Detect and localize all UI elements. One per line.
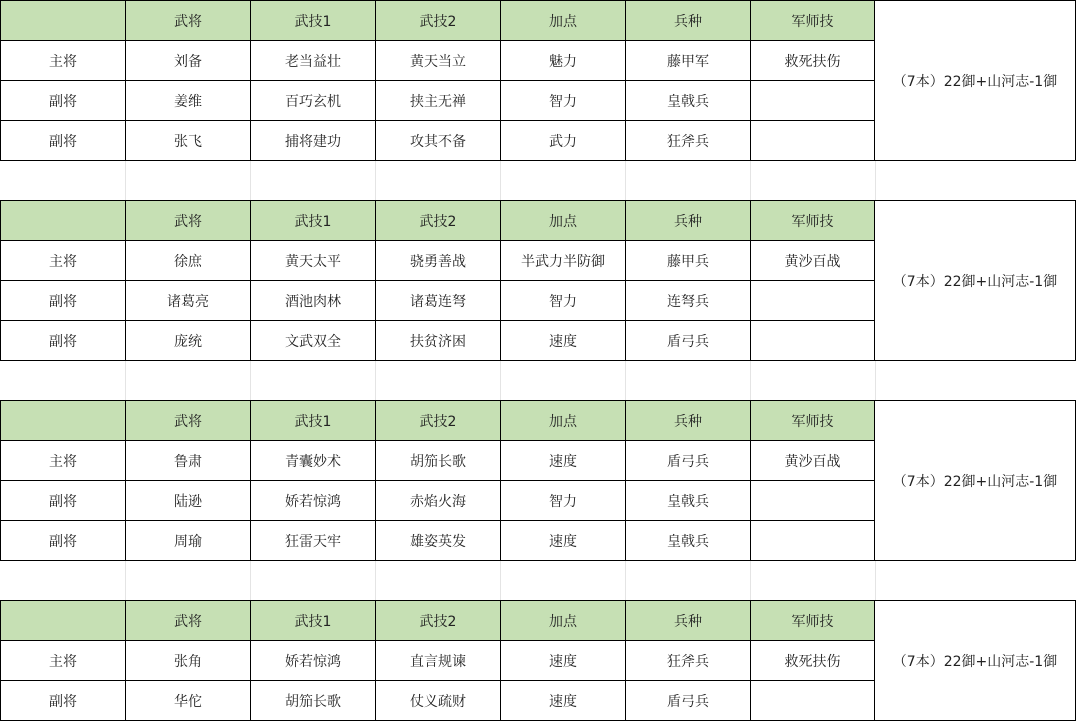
table-cell[interactable]: 藤甲军 bbox=[625, 40, 750, 81]
gridline bbox=[875, 361, 876, 400]
gridline bbox=[250, 361, 251, 400]
table-cell[interactable]: 百巧玄机 bbox=[250, 80, 375, 121]
gridline bbox=[625, 361, 626, 400]
table-cell[interactable]: 速度 bbox=[500, 320, 625, 361]
table-cell[interactable]: 速度 bbox=[500, 680, 625, 721]
table-cell[interactable]: 皇戟兵 bbox=[625, 520, 750, 561]
table-cell[interactable]: 皇戟兵 bbox=[625, 480, 750, 521]
general-cell[interactable]: 张角 bbox=[125, 640, 250, 681]
table-cell[interactable]: 皇戟兵 bbox=[625, 80, 750, 121]
header-cell[interactable]: 兵种 bbox=[625, 200, 750, 241]
table-cell[interactable] bbox=[750, 680, 875, 721]
table-cell[interactable]: 救死扶伤 bbox=[750, 640, 875, 681]
gridline bbox=[375, 561, 376, 600]
gridline bbox=[375, 361, 376, 400]
table-cell[interactable]: 文武双全 bbox=[250, 320, 375, 361]
general-cell[interactable]: 刘备 bbox=[125, 40, 250, 81]
table-cell[interactable]: 胡笳长歌 bbox=[375, 440, 500, 481]
header-cell[interactable]: 武将 bbox=[125, 400, 250, 441]
table-cell[interactable]: 狂斧兵 bbox=[625, 120, 750, 161]
role-cell[interactable]: 副将 bbox=[0, 280, 125, 321]
gridline bbox=[125, 561, 126, 600]
header-cell[interactable]: 兵种 bbox=[625, 400, 750, 441]
table-cell[interactable]: 黄天当立 bbox=[375, 40, 500, 81]
header-cell[interactable]: 加点 bbox=[500, 400, 625, 441]
table-cell[interactable]: 狂斧兵 bbox=[625, 640, 750, 681]
table-cell[interactable]: 速度 bbox=[500, 520, 625, 561]
table-cell[interactable]: 雄姿英发 bbox=[375, 520, 500, 561]
header-blank-cell[interactable] bbox=[0, 600, 125, 641]
table-cell[interactable]: 黄沙百战 bbox=[750, 440, 875, 481]
header-cell[interactable]: 武技1 bbox=[250, 0, 375, 41]
table-cell[interactable]: 智力 bbox=[500, 280, 625, 321]
table-cell[interactable]: 诸葛连弩 bbox=[375, 280, 500, 321]
table-cell[interactable]: 直言规谏 bbox=[375, 640, 500, 681]
role-cell[interactable]: 副将 bbox=[0, 480, 125, 521]
table-cell[interactable]: 酒池肉林 bbox=[250, 280, 375, 321]
header-cell[interactable]: 加点 bbox=[500, 0, 625, 41]
header-cell[interactable]: 武技2 bbox=[375, 400, 500, 441]
table-cell[interactable]: 武力 bbox=[500, 120, 625, 161]
role-cell[interactable]: 主将 bbox=[0, 640, 125, 681]
header-blank-cell[interactable] bbox=[0, 200, 125, 241]
header-cell[interactable]: 武将 bbox=[125, 200, 250, 241]
table-cell[interactable]: 藤甲兵 bbox=[625, 240, 750, 281]
header-cell[interactable]: 武将 bbox=[125, 0, 250, 41]
table-cell[interactable]: 智力 bbox=[500, 80, 625, 121]
table-cell[interactable]: 赤焰火海 bbox=[375, 480, 500, 521]
role-cell[interactable]: 主将 bbox=[0, 240, 125, 281]
header-cell[interactable]: 武将 bbox=[125, 600, 250, 641]
table-cell[interactable]: 挟主无禅 bbox=[375, 80, 500, 121]
table-cell[interactable]: 半武力半防御 bbox=[500, 240, 625, 281]
table-cell[interactable] bbox=[750, 80, 875, 121]
table-cell[interactable]: 胡笳长歌 bbox=[250, 680, 375, 721]
table-cell[interactable]: 老当益壮 bbox=[250, 40, 375, 81]
header-cell[interactable]: 军师技 bbox=[750, 200, 875, 241]
general-cell[interactable]: 华佗 bbox=[125, 680, 250, 721]
table-cell[interactable] bbox=[750, 320, 875, 361]
table-cell[interactable] bbox=[750, 120, 875, 161]
gridline bbox=[375, 161, 376, 200]
header-cell[interactable]: 兵种 bbox=[625, 600, 750, 641]
general-cell[interactable]: 鲁肃 bbox=[125, 440, 250, 481]
table-cell[interactable] bbox=[750, 280, 875, 321]
role-cell[interactable]: 副将 bbox=[0, 680, 125, 721]
table-cell[interactable]: 盾弓兵 bbox=[625, 320, 750, 361]
gridline bbox=[875, 561, 876, 600]
table-cell[interactable] bbox=[750, 520, 875, 561]
general-cell[interactable]: 诸葛亮 bbox=[125, 280, 250, 321]
table-cell[interactable]: 捕将建功 bbox=[250, 120, 375, 161]
table-cell[interactable] bbox=[750, 480, 875, 521]
table-cell[interactable]: 青囊妙术 bbox=[250, 440, 375, 481]
role-cell[interactable]: 副将 bbox=[0, 520, 125, 561]
table-cell[interactable]: 智力 bbox=[500, 480, 625, 521]
header-cell[interactable]: 武技2 bbox=[375, 200, 500, 241]
table-cell[interactable]: 魅力 bbox=[500, 40, 625, 81]
table-cell[interactable]: 攻其不备 bbox=[375, 120, 500, 161]
gridline bbox=[750, 361, 751, 400]
note-cell[interactable]: （7本）22御+山河志-1御 bbox=[875, 200, 1076, 361]
table-cell[interactable]: 狂雷天牢 bbox=[250, 520, 375, 561]
header-cell[interactable]: 加点 bbox=[500, 600, 625, 641]
table-cell[interactable]: 黄沙百战 bbox=[750, 240, 875, 281]
gridline bbox=[500, 361, 501, 400]
header-cell[interactable]: 武技2 bbox=[375, 600, 500, 641]
header-cell[interactable]: 武技1 bbox=[250, 600, 375, 641]
gridline bbox=[500, 561, 501, 600]
role-cell[interactable]: 主将 bbox=[0, 440, 125, 481]
role-cell[interactable]: 副将 bbox=[0, 80, 125, 121]
header-blank-cell[interactable] bbox=[0, 400, 125, 441]
table-cell[interactable]: 救死扶伤 bbox=[750, 40, 875, 81]
gridline bbox=[750, 161, 751, 200]
note-cell[interactable]: （7本）22御+山河志-1御 bbox=[875, 400, 1076, 561]
note-cell[interactable]: （7本）22御+山河志-1御 bbox=[875, 0, 1076, 161]
gridline bbox=[625, 161, 626, 200]
general-cell[interactable]: 姜维 bbox=[125, 80, 250, 121]
general-cell[interactable]: 张飞 bbox=[125, 120, 250, 161]
gridline bbox=[125, 361, 126, 400]
header-cell[interactable]: 兵种 bbox=[625, 0, 750, 41]
header-cell[interactable]: 武技1 bbox=[250, 400, 375, 441]
header-cell[interactable]: 武技1 bbox=[250, 200, 375, 241]
header-cell[interactable]: 军师技 bbox=[750, 600, 875, 641]
table-cell[interactable]: 骁勇善战 bbox=[375, 240, 500, 281]
header-cell[interactable]: 军师技 bbox=[750, 400, 875, 441]
table-cell[interactable]: 盾弓兵 bbox=[625, 440, 750, 481]
general-cell[interactable]: 陆逊 bbox=[125, 480, 250, 521]
general-cell[interactable]: 庞统 bbox=[125, 320, 250, 361]
table-cell[interactable]: 娇若惊鸿 bbox=[250, 640, 375, 681]
table-cell[interactable]: 仗义疏财 bbox=[375, 680, 500, 721]
table-cell[interactable]: 黄天太平 bbox=[250, 240, 375, 281]
table-cell[interactable]: 速度 bbox=[500, 440, 625, 481]
general-cell[interactable]: 周瑜 bbox=[125, 520, 250, 561]
gridline bbox=[250, 561, 251, 600]
table-cell[interactable]: 娇若惊鸿 bbox=[250, 480, 375, 521]
general-cell[interactable]: 徐庶 bbox=[125, 240, 250, 281]
role-cell[interactable]: 主将 bbox=[0, 40, 125, 81]
gridline bbox=[500, 161, 501, 200]
header-cell[interactable]: 军师技 bbox=[750, 0, 875, 41]
role-cell[interactable]: 副将 bbox=[0, 320, 125, 361]
header-blank-cell[interactable] bbox=[0, 0, 125, 41]
table-cell[interactable]: 扶贫济困 bbox=[375, 320, 500, 361]
gridline bbox=[875, 161, 876, 200]
role-cell[interactable]: 副将 bbox=[0, 120, 125, 161]
gridline bbox=[750, 561, 751, 600]
table-cell[interactable]: 盾弓兵 bbox=[625, 680, 750, 721]
note-cell[interactable]: （7本）22御+山河志-1御 bbox=[875, 600, 1076, 721]
header-cell[interactable]: 武技2 bbox=[375, 0, 500, 41]
header-cell[interactable]: 加点 bbox=[500, 200, 625, 241]
gridline bbox=[625, 561, 626, 600]
gridline bbox=[250, 161, 251, 200]
table-cell[interactable]: 连弩兵 bbox=[625, 280, 750, 321]
gridline bbox=[125, 161, 126, 200]
table-cell[interactable]: 速度 bbox=[500, 640, 625, 681]
